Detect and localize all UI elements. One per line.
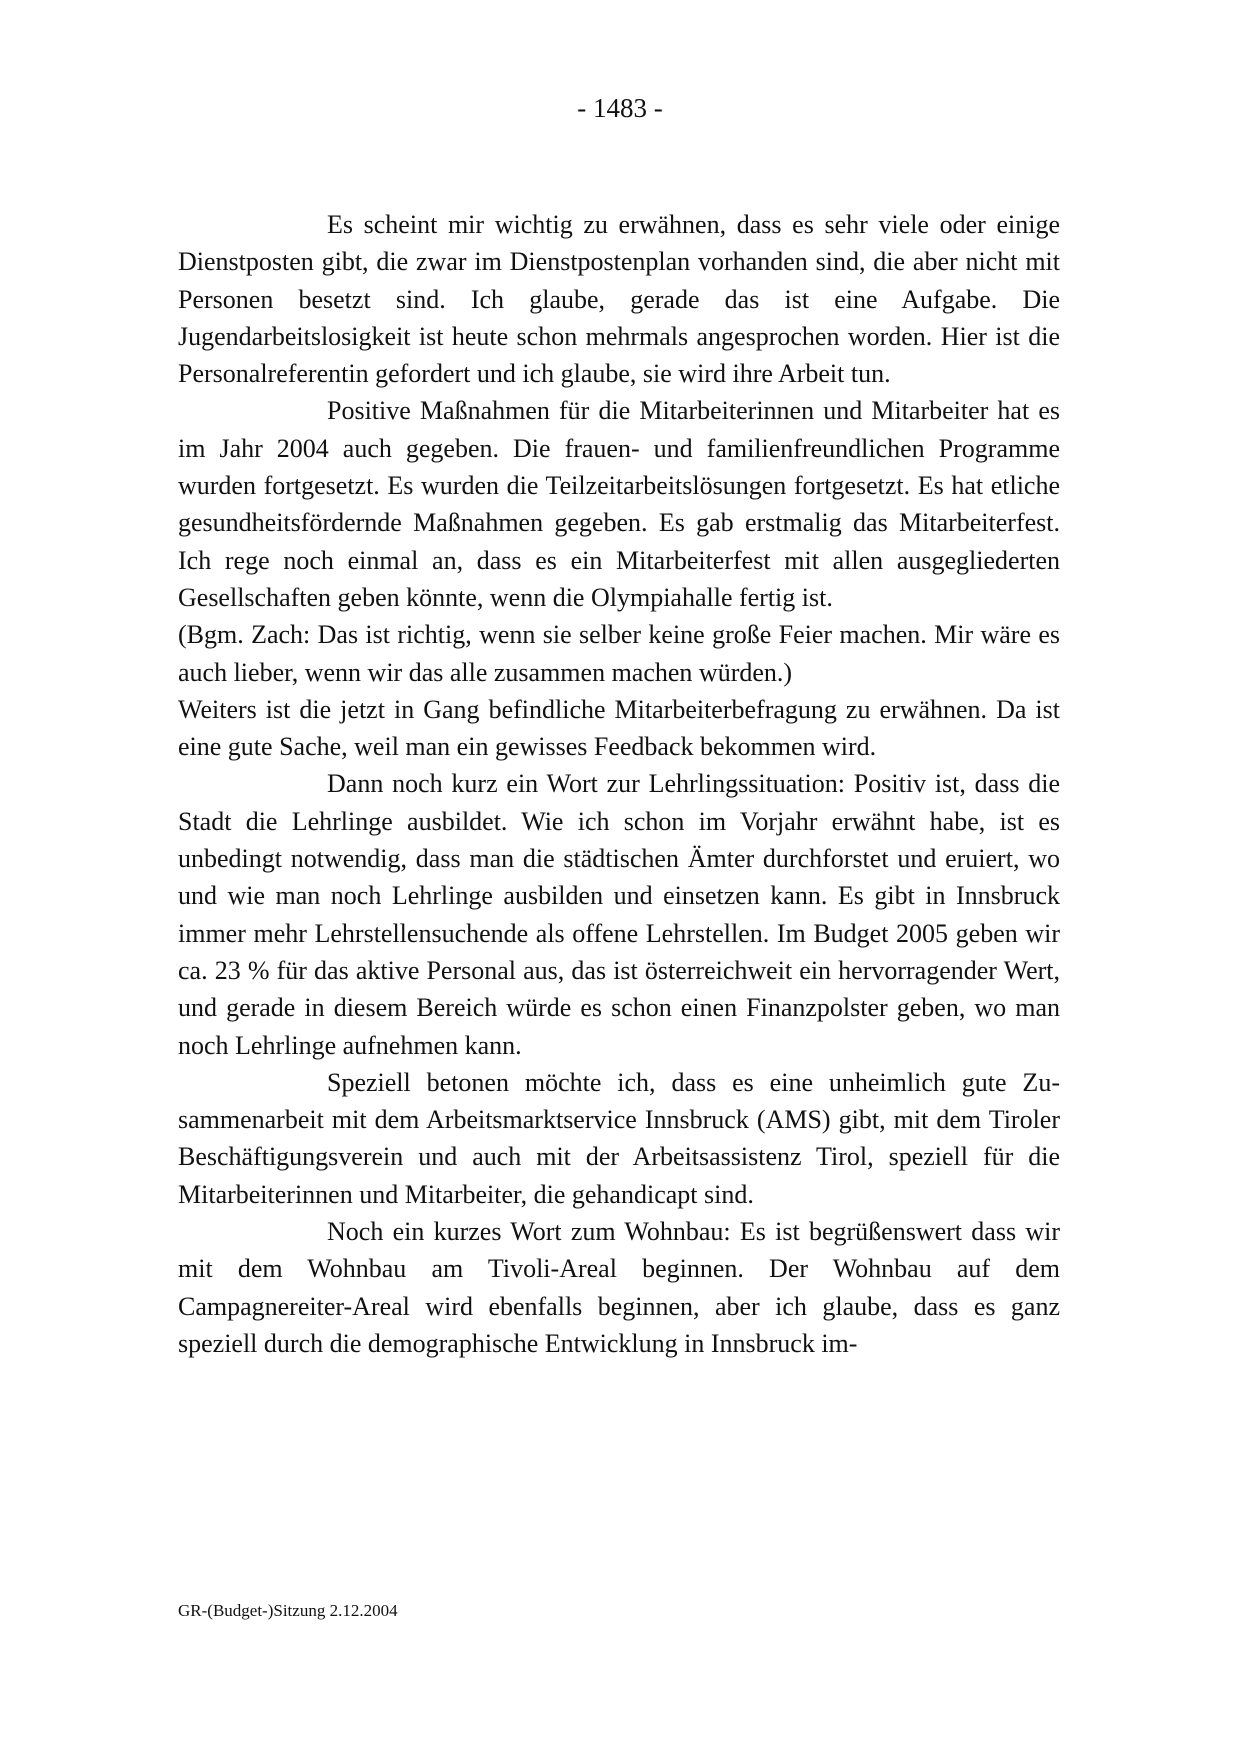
page-number: - 1483 - (577, 93, 663, 123)
paragraph-measures: Positive Maßnahmen für die Mitarbeiterinnen und Mitarbeiter hat es im Jahr 2004 auch gegeben. Die frauen- und familienfreundlichen Programme wurden fortgesetzt. Es wurden die Teilzeitarbeitslösungen fortgesetzt. Es hat etliche gesundheitsfördernde Maßnahmen gegeben. Es gab erstmalig das Mitarbeiterfest. Ich rege noch einmal an, dass es ein Mitarbeiterfest mit allen ausgegliederten Gesellschaften geben könnte, wenn die Olympiahalle fertig ist. (178, 396, 1060, 612)
paragraph-survey: Weiters ist die jetzt in Gang befindliche Mitarbeiterbefragung zu erwähnen. Da ist eine gute Sache, weil man ein gewisses Feedback bekommen wird. (178, 694, 1060, 762)
paragraph-housing: Noch ein kurzes Wort zum Wohnbau: Es ist begrüßenswert dass wir mit dem Wohnbau am Tivoli-Areal beginnen. Der Wohnbau auf dem Campagnereiter-Areal wird ebenfalls beginnen, aber ich glaube, dass es ganz speziell durch die demographische Entwicklung in Innsbruck im- (178, 1217, 1060, 1358)
body-text (178, 206, 1060, 1362)
paragraph-cooperation: Speziell betonen möchte ich, dass es eine unheimlich gute Zusammenarbeit mit dem Arbeitsmarktservice Innsbruck (AMS) gibt, mit dem Tiroler Beschäftigungsverein und auch mit der Arbeitsassistenz Tirol, speziell für die Mitarbeiterinnen und Mitarbeiter, die gehandicapt sind. (178, 1067, 1060, 1209)
paragraph-staffing: Es scheint mir wichtig zu erwähnen, dass es sehr viele oder einige Dienstposten gibt, die zwar im Dienstpostenplan vorhanden sind, die aber nicht mit Personen besetzt sind. Ich glaube, gerade das ist eine Aufgabe. Die Jugendarbeitslosigkeit ist heute schon mehrmals angesprochen worden. Hier ist die Personalreferentin gefordert und ich glaube, sie wird ihre Arbeit tun. (178, 210, 1060, 389)
paragraph-apprentices: Dann noch kurz ein Wort zur Lehrlingssituation: Positiv ist, dass die Stadt die Lehrlinge ausbildet. Wie ich schon im Vorjahr erwähnt habe, ist es unbedingt notwendig, dass man die städtischen Ämter durchforstet und eruiert, wo und wie man noch Lehrlinge ausbilden und einsetzen kann. Es gibt in Innsbruck immer mehr Lehrstellensuchende als offene Lehrstellen. Im Budget 2005 geben wir ca. 23 % für das aktive Personal aus, das ist österreichweit ein hervorragender Wert, und gerade in diesem Bereich würde es schon einen Finanzpolster geben, wo man noch Lehrlinge aufnehmen kann. (178, 769, 1060, 1060)
footer-session: GR-(Budget-)Sitzung 2.12.2004 (178, 1601, 398, 1620)
paragraph-interjection: (Bgm. Zach: Das ist richtig, wenn sie selber keine große Feier machen. Mir wäre es auch lieber, wenn wir das alle zusammen machen würden.) (178, 620, 1060, 687)
